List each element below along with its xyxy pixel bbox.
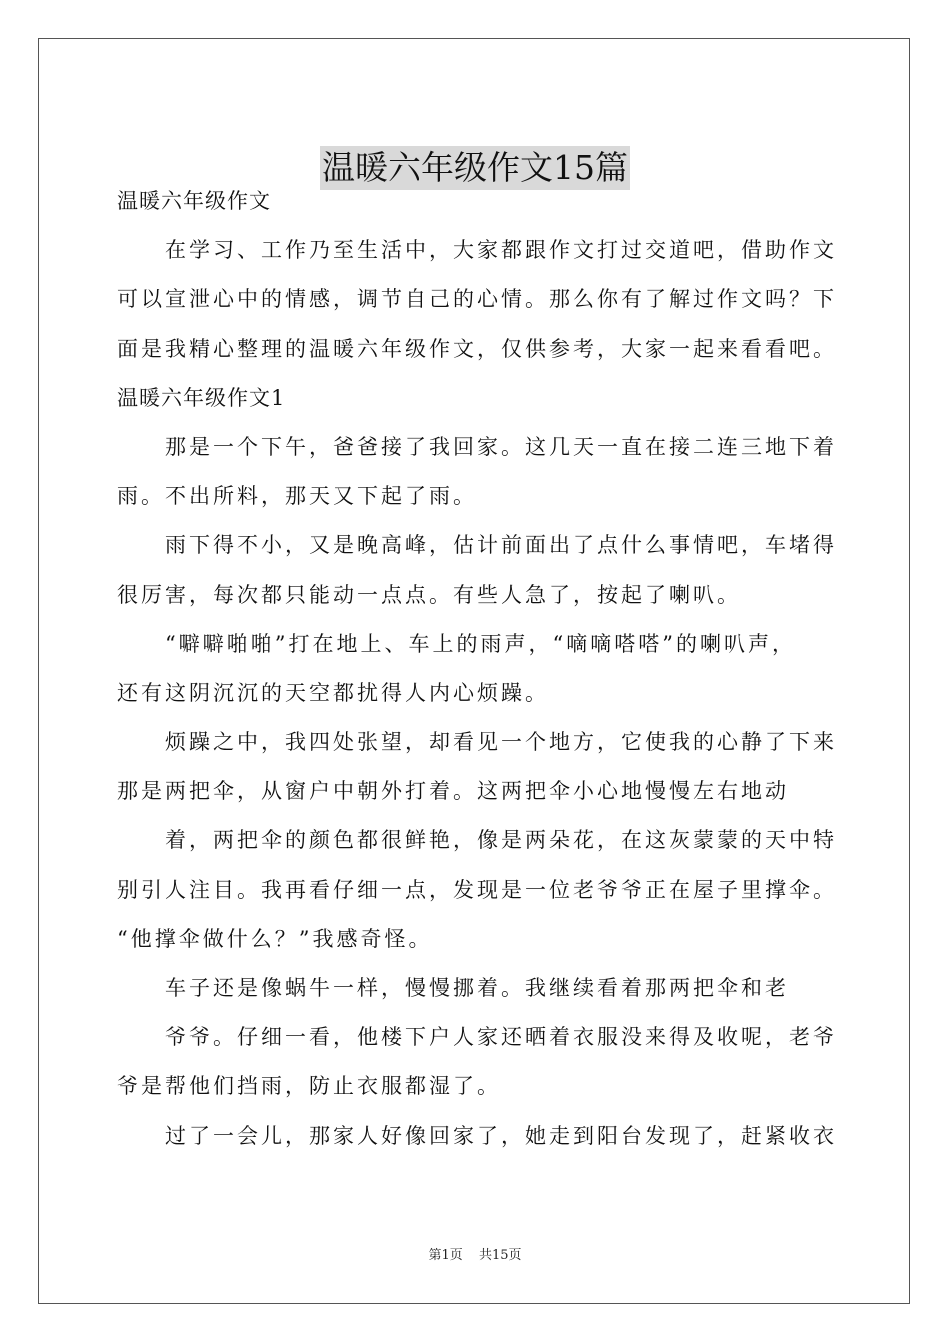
text-line: 雨。不出所料，那天又下起了雨。 (117, 484, 477, 509)
text-line: 面是我精心整理的温暖六年级作文，仅供参考，大家一起来看看吧。 (117, 336, 837, 361)
text-line: 烦躁之中，我四处张望，却看见一个地方，它使我的心静了下来 (165, 730, 837, 755)
text-line: 车子还是像蜗牛一样，慢慢挪着。我继续看着那两把伞和老 (165, 976, 789, 1000)
text-line: 过了一会儿，那家人好像回家了，她走到阳台发现了，赶紧收衣 (165, 1123, 837, 1148)
text-line: “他撑伞做什么？”我感奇怪。 (117, 926, 433, 951)
text-line: “噼噼啪啪”打在地上、车上的雨声，“嘀嘀嗒嗒”的喇叭声， (165, 631, 796, 656)
page-footer (0, 1246, 950, 1266)
text-line: 很厉害，每次都只能动一点点。有些人急了，按起了喇叭。 (117, 582, 741, 607)
text-line: 别引人注目。我再看仔细一点，发现是一位老爷爷正在屋子里撑伞。 (117, 877, 837, 902)
text-line: 那是两把伞，从窗户中朝外打着。这两把伞小心地慢慢左右地动 (117, 779, 789, 804)
section-heading: 温暖六年级作文 (117, 189, 271, 213)
section-heading: 温暖六年级作文1 (117, 385, 286, 410)
text-line: 还有这阴沉沉的天空都扰得人内心烦躁。 (117, 680, 549, 705)
text-line: 在学习、工作乃至生活中，大家都跟作文打过交道吧，借助作文 (165, 238, 837, 263)
text-line: 那是一个下午，爸爸接了我回家。这几天一直在接二连三地下着 (165, 434, 837, 459)
text-line: 可以宣泄心中的情感，调节自己的心情。那么你有了解过作文吗？下 (117, 287, 837, 312)
text-line: 爷爷。仔细一看，他楼下户人家还晒着衣服没来得及收呢，老爷 (165, 1025, 837, 1050)
document-title: 温暖六年级作文15篇 (320, 146, 630, 190)
text-line: 着，两把伞的颜色都很鲜艳，像是两朵花，在这灰蒙蒙的天中特 (165, 828, 837, 853)
text-line: 爷是帮他们挡雨，防止衣服都湿了。 (117, 1074, 501, 1099)
document-body (117, 177, 837, 1161)
text-line: 雨下得不小，又是晚高峰，估计前面出了点什么事情吧，车堵得 (165, 533, 837, 558)
page-number: 第1页 (428, 1248, 463, 1263)
page-total: 共15页 (478, 1248, 522, 1263)
